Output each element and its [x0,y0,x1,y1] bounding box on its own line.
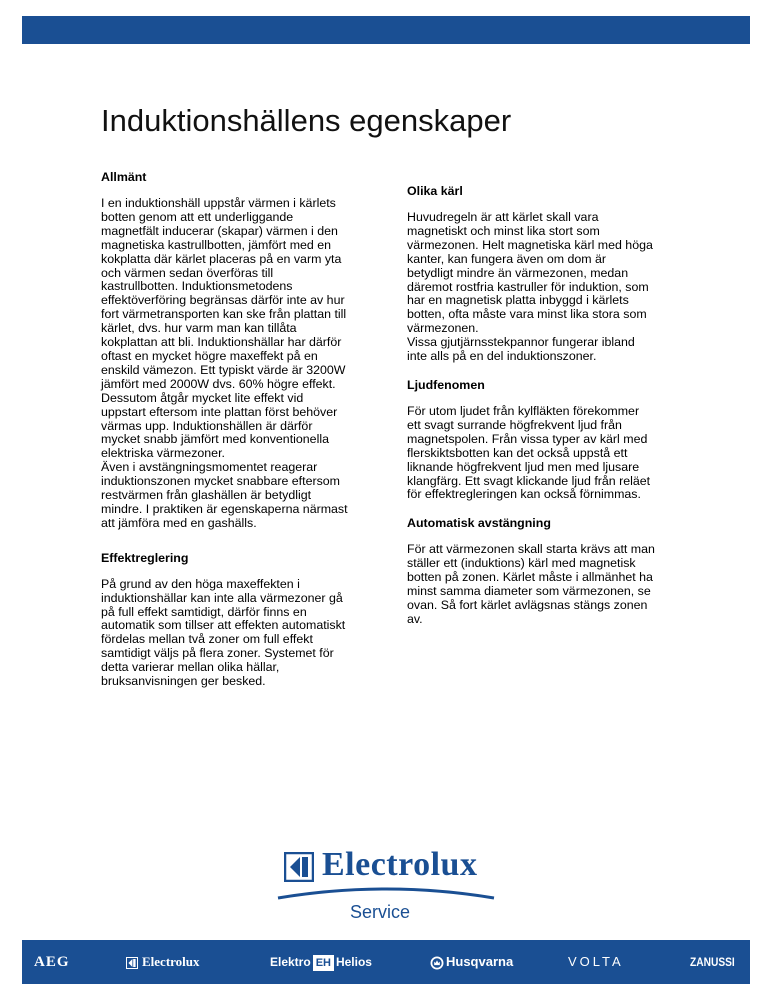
left-column [101,170,371,703]
section-text-olika-karl: Huvudregeln är att kärlet skall vara magnetiskt och minst lika stort som värmezonen. Helt magnetiska kärl med höga kanter, kan fungera även om dom är betydligt mindre än värmezonen, medan däremot rostfria kastruller för induktion, som har en magnetisk platta inbyggd i kärlets botten, ofta måste vara minst lika stora som värmezonen. Vissa gjutjärnsstekpannor fungerar ibland inte alls på en del induktionszoner. [407,210,653,364]
electrolux-mark-icon [284,852,314,882]
brand-footer [22,940,750,984]
brand-elektro-label: Elektro [270,955,311,969]
brand-zanussi: ZANUSSI [690,955,735,969]
logo-swoosh-icon [276,884,496,900]
section-text-automatisk-avstangning: För att värmezonen skall starta krävs att man ställer ett (induktions) kärl med magnetisk botten på zonen. Kärlet måste i allmänhet ha minst samma diameter som värmezonen, se ovan. Så fort kärlet avlägsnas stängs zonen av. [407,542,655,626]
section-heading-allmant: Allmänt [101,170,147,184]
top-header-bar [22,16,750,44]
brand-aeg: AEG [34,954,70,970]
brand-helios-label: Helios [335,955,372,969]
right-column [407,184,669,641]
logo-wordmark: Electrolux [322,846,478,883]
brand-husqvarna-label: Husqvarna [446,954,514,969]
section-text-effektreglering: På grund av den höga maxeffekten i induktionshällar kan inte alla värmezoner gå på full effekt samtidigt, därför finns en automatik som tillser att effekten automatiskt fördelas mellan två zoner om full effekt samtidigt väljs på flera zoner. Systemet för detta varierar mellan olika hällar, bruksanvisningen ger besked. [101,576,346,689]
brand-eh-box: EH [313,955,334,971]
brand-elektro-helios [270,940,372,984]
electrolux-mark-icon [126,957,138,969]
electrolux-service-logo [276,846,496,926]
section-heading-effektreglering: Effektreglering [101,550,189,565]
brand-electrolux [126,940,200,984]
brand-electrolux-label: Electrolux [142,954,200,969]
brand-volta: VOLTA [568,954,624,969]
section-text-ljudfenomen: För utom ljudet från kylfläkten förekommer ett svagt surrande högfrekvent ljud från magnetspolen. Från vissa typer av kärl med flerskiktsbotten kan det också uppstå ett liknande högfrekvent ljud men med ljusare klangfärg. Ett svagt klickande ljud från reläet för effektregleringen kan också förnimmas. [407,403,651,502]
logo-service-text: Service [350,902,411,922]
section-text-allmant: I en induktionshäll uppstår värmen i kärlets botten genom att ett underliggande magnetfält inducerar (skapar) värmen i den magnetiska kastrullbotten, jämfört med en kokplatta där kärlet placeras på en varm yta och värmen sedan överföras till kastrullbotten. Induktionsmetodens effektöverföring begränsas därför inte av hur fort värmetransporten kan ske från plattan till kärlet, dvs. hur varm man kan tillåta kokplattan att bli. Induktionshällar har därför oftast en mycket högre maxeffekt på en enskild vämezon. Ett typiskt värde är 3200W jämfört med 2000W dvs. 60% högre effekt. Dessutom åtgår mycket lite effekt vid uppstart eftersom inte plattan först behöver värmas upp. Induktionshällen är därför mycket snabb jämfört med konventionella elektriska värmezoner. Även i avstängningsmomentet reagerar induktionszonen mycket snabbare eftersom restvärmen från glashällen är betydligt mindre. I praktiken är egenskaperna närmast att jämföra med en gashälls. [101,196,348,530]
section-heading-olika-karl: Olika kärl [407,184,463,198]
page-title: Induktionshällens egenskaper [101,103,512,138]
section-heading-ljudfenomen: Ljudfenomen [407,377,485,392]
section-heading-automatisk-avstangning: Automatisk avstängning [407,516,551,531]
brand-husqvarna [430,940,513,984]
husqvarna-crown-icon [430,956,444,970]
